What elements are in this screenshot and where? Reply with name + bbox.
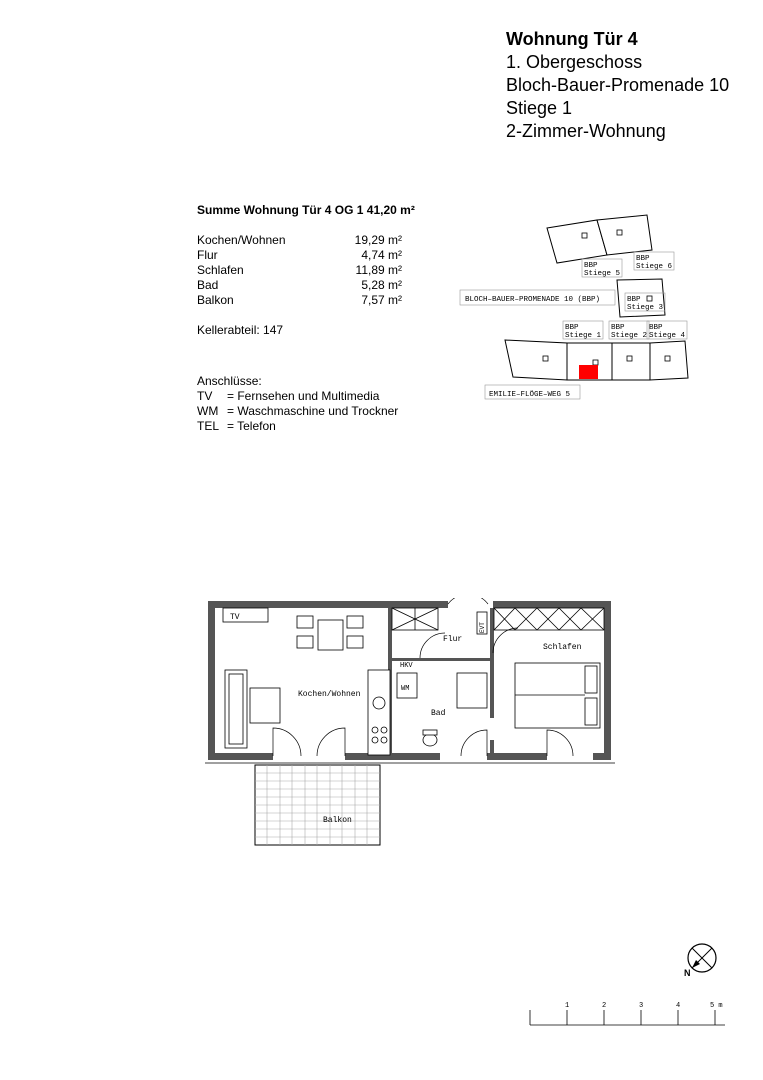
connection-row	[197, 389, 398, 404]
connections-title: Anschlüsse:	[197, 374, 262, 388]
cellar-label: Kellerabteil: 147	[197, 323, 284, 337]
scale-tick: 1	[565, 1002, 570, 1010]
site-plan	[455, 205, 705, 405]
room-area-row	[197, 263, 402, 278]
scale-tick: 4	[676, 1002, 681, 1010]
room-label: Kochen/Wohnen	[298, 690, 361, 699]
site-building	[612, 343, 650, 380]
address-label: Bloch-Bauer-Promenade 10	[506, 75, 730, 95]
room-area: 7,57 m²	[361, 293, 402, 307]
scale-bar	[525, 995, 730, 1030]
staircase-label: Stiege 1	[506, 98, 573, 118]
connection-key: TV	[197, 389, 213, 403]
site-label: BBP	[649, 324, 663, 332]
site-label: Stiege 1	[565, 332, 602, 340]
room-label: Flur	[443, 635, 463, 644]
tv-symbol: TV	[230, 613, 240, 622]
site-label: Stiege 2	[611, 332, 648, 340]
room-area-row	[197, 248, 402, 263]
room-area: 5,28 m²	[361, 278, 402, 292]
room-name: Kochen/Wohnen	[197, 233, 286, 247]
connection-desc: = Telefon	[227, 419, 276, 433]
bed	[515, 663, 600, 728]
scale-tick: 3	[639, 1002, 644, 1010]
room-area-row	[197, 293, 402, 308]
room-label: Schlafen	[543, 643, 582, 652]
site-building	[505, 340, 567, 380]
room-area-row	[197, 233, 402, 248]
site-building	[547, 220, 607, 263]
room-name: Balkon	[197, 293, 234, 307]
apartment-header	[506, 28, 729, 143]
room-area: 4,74 m²	[361, 248, 402, 262]
scale-tick: 5 m	[710, 1002, 723, 1010]
room-label: Balkon	[323, 816, 352, 825]
room-name: Schlafen	[197, 263, 244, 277]
apartment-title: Wohnung Tür 4	[506, 29, 638, 49]
site-label: Stiege 6	[636, 263, 673, 271]
site-label: Stiege 4	[649, 332, 686, 340]
street-label: BLOCH–BAUER–PROMENADE 10 (BBP)	[465, 296, 601, 304]
sofa	[225, 670, 280, 748]
room-area: 11,89 m²	[355, 263, 402, 277]
scale-tick: 2	[602, 1002, 607, 1010]
floor-label: 1. Obergeschoss	[506, 52, 643, 72]
apartment-type: 2-Zimmer-Wohnung	[506, 121, 666, 141]
street-label: EMILIE–FLÖGE–WEG 5	[489, 391, 571, 399]
room-area: 19,29 m²	[354, 233, 402, 247]
area-summary-title: Summe Wohnung Tür 4 OG 1 41,20 m²	[197, 203, 415, 217]
site-label: Stiege 3	[627, 304, 664, 312]
connection-desc: = Fernsehen und Multimedia	[227, 389, 380, 403]
apartment-highlight	[579, 365, 598, 379]
connection-desc: = Waschmaschine und Trockner	[227, 404, 399, 418]
dining-table	[297, 616, 363, 650]
site-label: BBP	[636, 255, 650, 263]
room-area-list	[197, 233, 402, 308]
connection-key: WM	[197, 404, 219, 418]
site-label: BBP	[584, 262, 598, 270]
connection-row	[197, 404, 398, 419]
site-building	[597, 215, 652, 255]
wm-symbol: WM	[401, 685, 410, 693]
kitchen-counter	[368, 670, 390, 755]
north-label: N	[684, 968, 691, 978]
room-name: Flur	[197, 248, 218, 262]
site-label: BBP	[627, 296, 641, 304]
connections-legend	[197, 374, 398, 434]
hkv-symbol: HKV	[400, 662, 413, 670]
site-label: Stiege 5	[584, 270, 621, 278]
room-label: Bad	[431, 709, 446, 718]
evt-symbol: EVT	[479, 622, 486, 633]
room-area-row	[197, 278, 402, 293]
connection-key: TEL	[197, 419, 220, 433]
site-label: BBP	[565, 324, 579, 332]
room-name: Bad	[197, 278, 219, 292]
connection-row	[197, 419, 398, 434]
balcony	[255, 765, 380, 845]
floor-plan	[205, 598, 615, 853]
site-label: BBP	[611, 324, 625, 332]
